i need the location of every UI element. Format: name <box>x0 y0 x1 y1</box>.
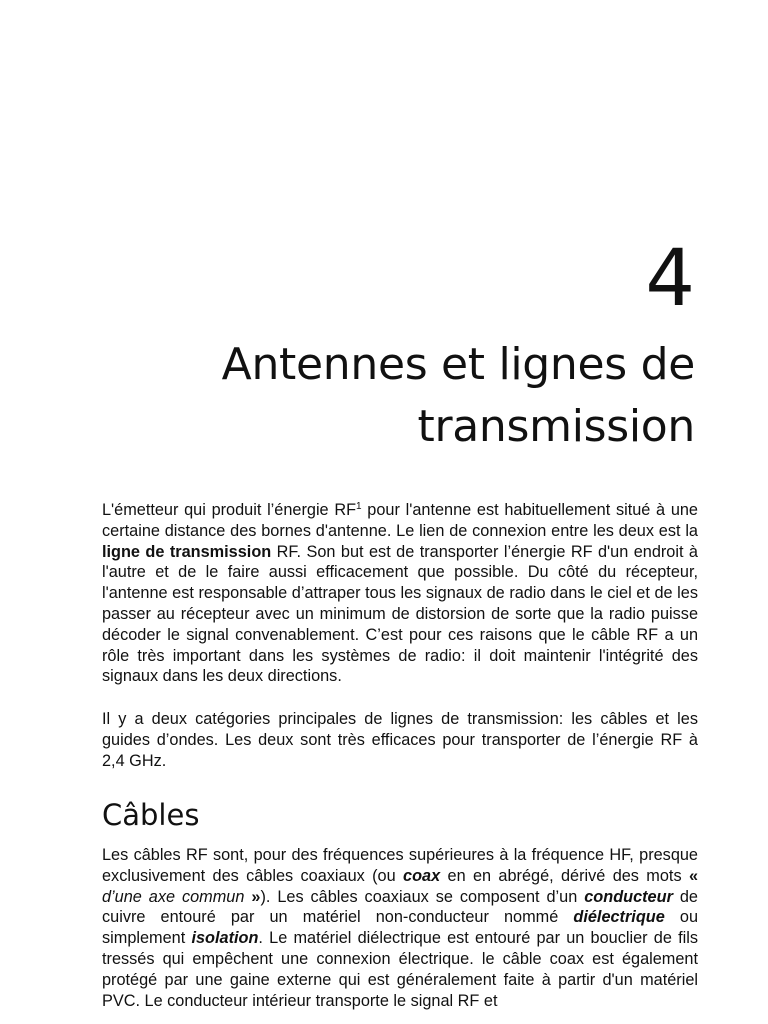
term-bold-italic: conducteur <box>584 887 673 906</box>
text-run: Il y a deux catégories principales de lignes de transmission: les câbles et les guides d’ondes. Les deux sont très efficaces pour transporter de l’énergie RF à 2,4 GHz. <box>102 710 698 770</box>
text-run: . Le matériel diélectrique est entouré par un bouclier de fils tressés qui empêchent une connexion électrique. le câble coax est également protégé par une gaine externe qui est généralement faite à partir d'un matériel PVC. Le conducteur intérieur transporte le signal RF et <box>102 929 698 1010</box>
section-heading: Câbles <box>102 798 200 832</box>
quote-mark: » <box>244 887 261 906</box>
term-bold: ligne de transmission <box>102 542 272 561</box>
paragraph-categories <box>102 709 698 771</box>
term-bold-italic: coax <box>403 866 441 885</box>
text-run: RF. Son but est de transporter l’énergie RF d'un endroit à l'autre et de le faire aussi efficacement que possible. Du côté du récepteur, l'antenne est responsable d’attraper tous les signaux de radio dans le ciel et de les passer au récepteur avec un minimum de distorsion de sorte que la radio puisse décoder le signal convenablement. C’est pour ces raisons que le câble RF a un rôle très important dans les systèmes de radio: il doit maintenir l'intégrité des signaux dans les deux directions. <box>102 542 698 686</box>
text-run: en en abrégé, dérivé des mots <box>440 866 689 885</box>
chapter-title: Antennes et lignes de transmission <box>221 339 695 452</box>
chapter-number: 4 <box>645 234 695 324</box>
term-bold-italic: diélectrique <box>573 908 665 927</box>
footnote-reference[interactable]: 1 <box>356 501 362 512</box>
text-run: ou simplement <box>102 908 698 948</box>
text-run: Les câbles RF sont, pour des fréquences supérieures à la fréquence HF, presque exclusivement des câbles coaxiaux (ou <box>102 846 698 885</box>
paragraph-cables <box>102 845 698 1011</box>
quote-mark: « <box>688 866 698 885</box>
text-run: pour l'antenne est habituellement situé à une certaine distance des bornes d'antenne. Le lien de connexion entre les deux est la <box>102 501 698 540</box>
text-run: ). Les câbles coaxiaux se composent d’un <box>260 887 585 906</box>
quote-italic: d’une axe commun <box>102 887 245 906</box>
text-run: L'émetteur qui produit l’énergie RF <box>102 501 357 519</box>
paragraph-intro <box>102 500 698 687</box>
text-run: de cuivre entouré par un matériel non-conducteur nommé <box>102 887 698 927</box>
term-bold-italic: isolation <box>191 929 259 948</box>
